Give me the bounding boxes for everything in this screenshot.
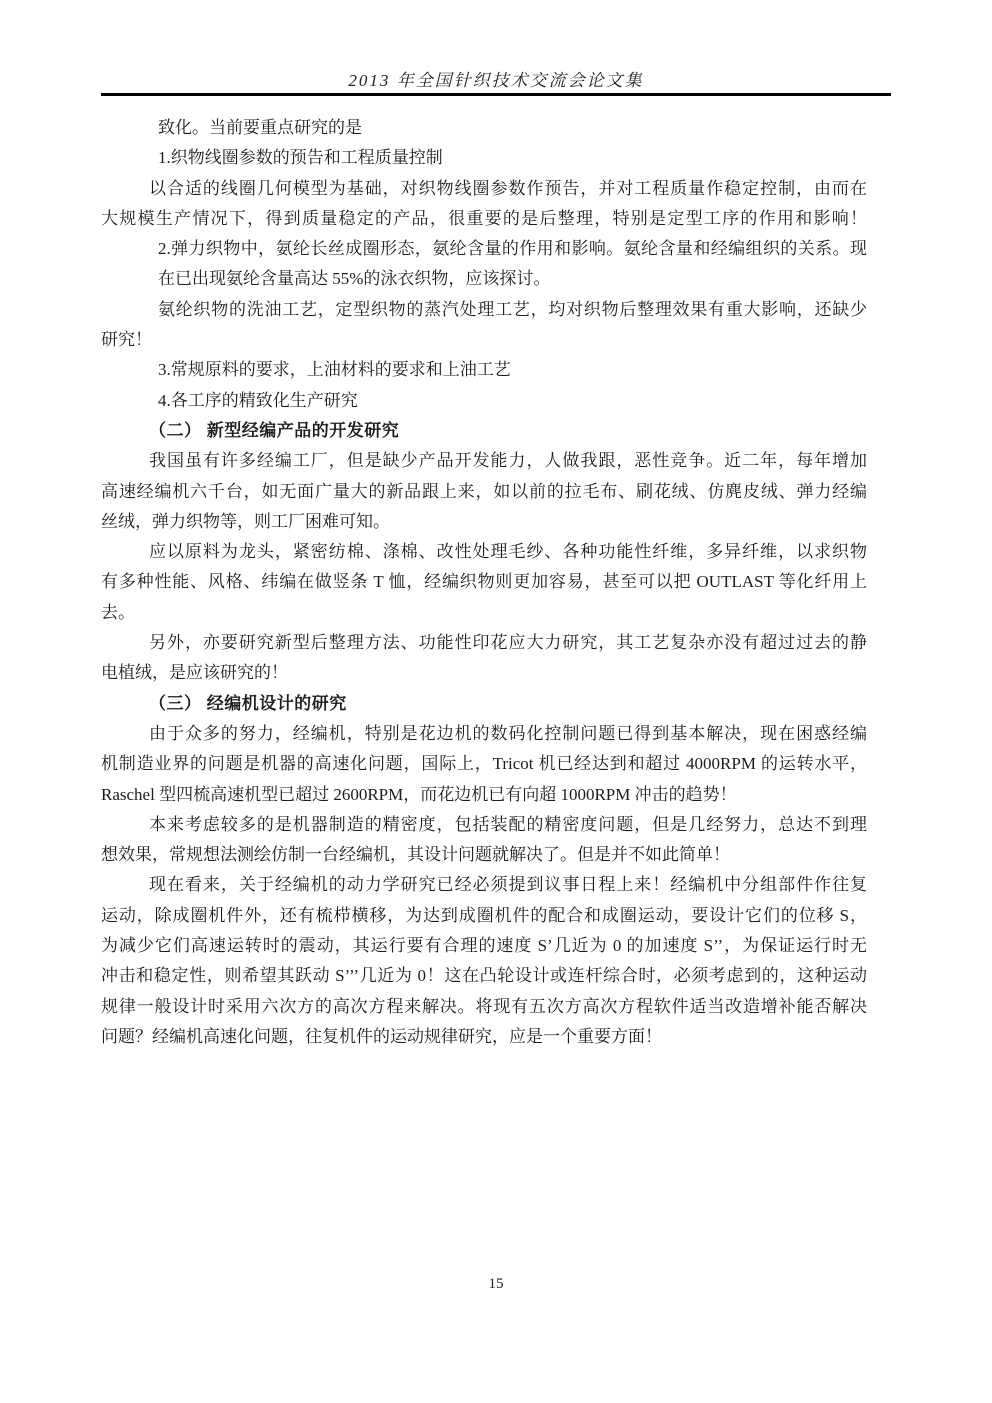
text-line: 电植绒，是应该研究的！ bbox=[101, 663, 288, 683]
text-line: 机制造业界的问题是机器的高速化问题，国际上，Tricot 机已经达到和超过 4000RPM 的运转水平， bbox=[101, 754, 867, 774]
text-line: 问题？经编机高速化问题，往复机件的运动规律研究，应是一个重要方面！ bbox=[101, 1026, 662, 1046]
text-line: 高速经编机六千台，如无面广量大的新品跟上来，如以前的拉毛布、刷花绒、仿麂皮绒、弹力经编 bbox=[101, 481, 867, 501]
text-line: 运动，除成圈机件外，还有梳栉横移，为达到成圈机件的配合和成圈运动，要设计它们的位移 S， bbox=[101, 905, 867, 925]
header-title: 2013 年全国针织技术交流会论文集 bbox=[348, 71, 644, 90]
list-item: 4.各工序的精致化生产研究 bbox=[158, 390, 358, 410]
text-line: 有多种性能、风格、纬编在做竖条 T 恤，经编织物则更加容易，甚至可以把 OUTLAST 等化纤用上 bbox=[101, 572, 867, 592]
text-line: 丝绒，弹力织物等，则工厂困难可知。 bbox=[101, 511, 390, 531]
section-heading: （二） 新型经编产品的开发研究 bbox=[149, 420, 400, 440]
list-item: 2.弹力织物中，氨纶长丝成圈形态，氨纶含量的作用和影响。氨纶含量和经编组织的关系。现 bbox=[158, 239, 867, 259]
text-line: 去。 bbox=[101, 602, 135, 622]
text-line: 应以原料为龙头，紧密纺棉、涤棉、改性处理毛纱、各种功能性纤维，多异纤维，以求织物 bbox=[149, 542, 867, 562]
text-line: 氨纶织物的洗油工艺，定型织物的蒸汽处理工艺，均对织物后整理效果有重大影响，还缺少 bbox=[158, 299, 867, 319]
header-rule bbox=[101, 93, 891, 96]
text-line: 以合适的线圈几何模型为基础，对织物线圈参数作预告，并对工程质量作稳定控制，由而在 bbox=[149, 178, 867, 198]
list-item: 1.织物线圈参数的预告和工程质量控制 bbox=[158, 148, 443, 168]
text-line: 本来考虑较多的是机器制造的精密度，包括装配的精密度问题，但是几经努力，总达不到理 bbox=[149, 814, 867, 834]
text-line: 冲击和稳定性，则希望其跃动 S’’’几近为 0！这在凸轮设计或连杆综合时，必须考虑到的，这种运动 bbox=[101, 966, 867, 986]
text-line: 另外，亦要研究新型后整理方法、功能性印花应大力研究，其工艺复杂亦没有超过过去的静 bbox=[149, 633, 867, 653]
text-line: 由于众多的努力，经编机，特别是花边机的数码化控制问题已得到基本解决，现在困惑经编 bbox=[149, 723, 867, 743]
document-body bbox=[101, 113, 867, 1052]
text-line: 大规模生产情况下，得到质量稳定的产品，很重要的是后整理，特别是定型工序的作用和影响！ bbox=[101, 208, 867, 228]
section-heading: （三） 经编机设计的研究 bbox=[149, 693, 347, 713]
list-item: 3.常规原料的要求，上油材料的要求和上油工艺 bbox=[158, 360, 511, 380]
text-line: 现在看来，关于经编机的动力学研究已经必须提到议事日程上来！经编机中分组部件作往复 bbox=[149, 875, 867, 895]
text-line: 我国虽有许多经编工厂，但是缺少产品开发能力，人做我跟，恶性竞争。近二年，每年增加 bbox=[149, 451, 867, 471]
text-line: 致化。当前要重点研究的是 bbox=[158, 118, 362, 137]
text-line: 研究！ bbox=[101, 330, 152, 350]
text-line: 在已出现氨纶含量高达 55%的泳衣织物，应该探讨。 bbox=[158, 269, 551, 289]
text-line: 为减少它们高速运转时的震动，其运行要有合理的速度 S’几近为 0 的加速度 S’’，为保证运行时无 bbox=[101, 936, 867, 956]
text-line: 规律一般设计时采用六次方的高次方程来解决。将现有五次方高次方程软件适当改造增补能否解决 bbox=[101, 996, 867, 1016]
text-line: Raschel 型四梳高速机型已超过 2600RPM，而花边机已有向超 1000RPM 冲击的趋势！ bbox=[101, 784, 737, 804]
text-line: 想效果，常规想法测绘仿制一台经编机，其设计问题就解决了。但是并不如此简单！ bbox=[101, 845, 730, 865]
page-number: 15 bbox=[488, 1276, 504, 1292]
